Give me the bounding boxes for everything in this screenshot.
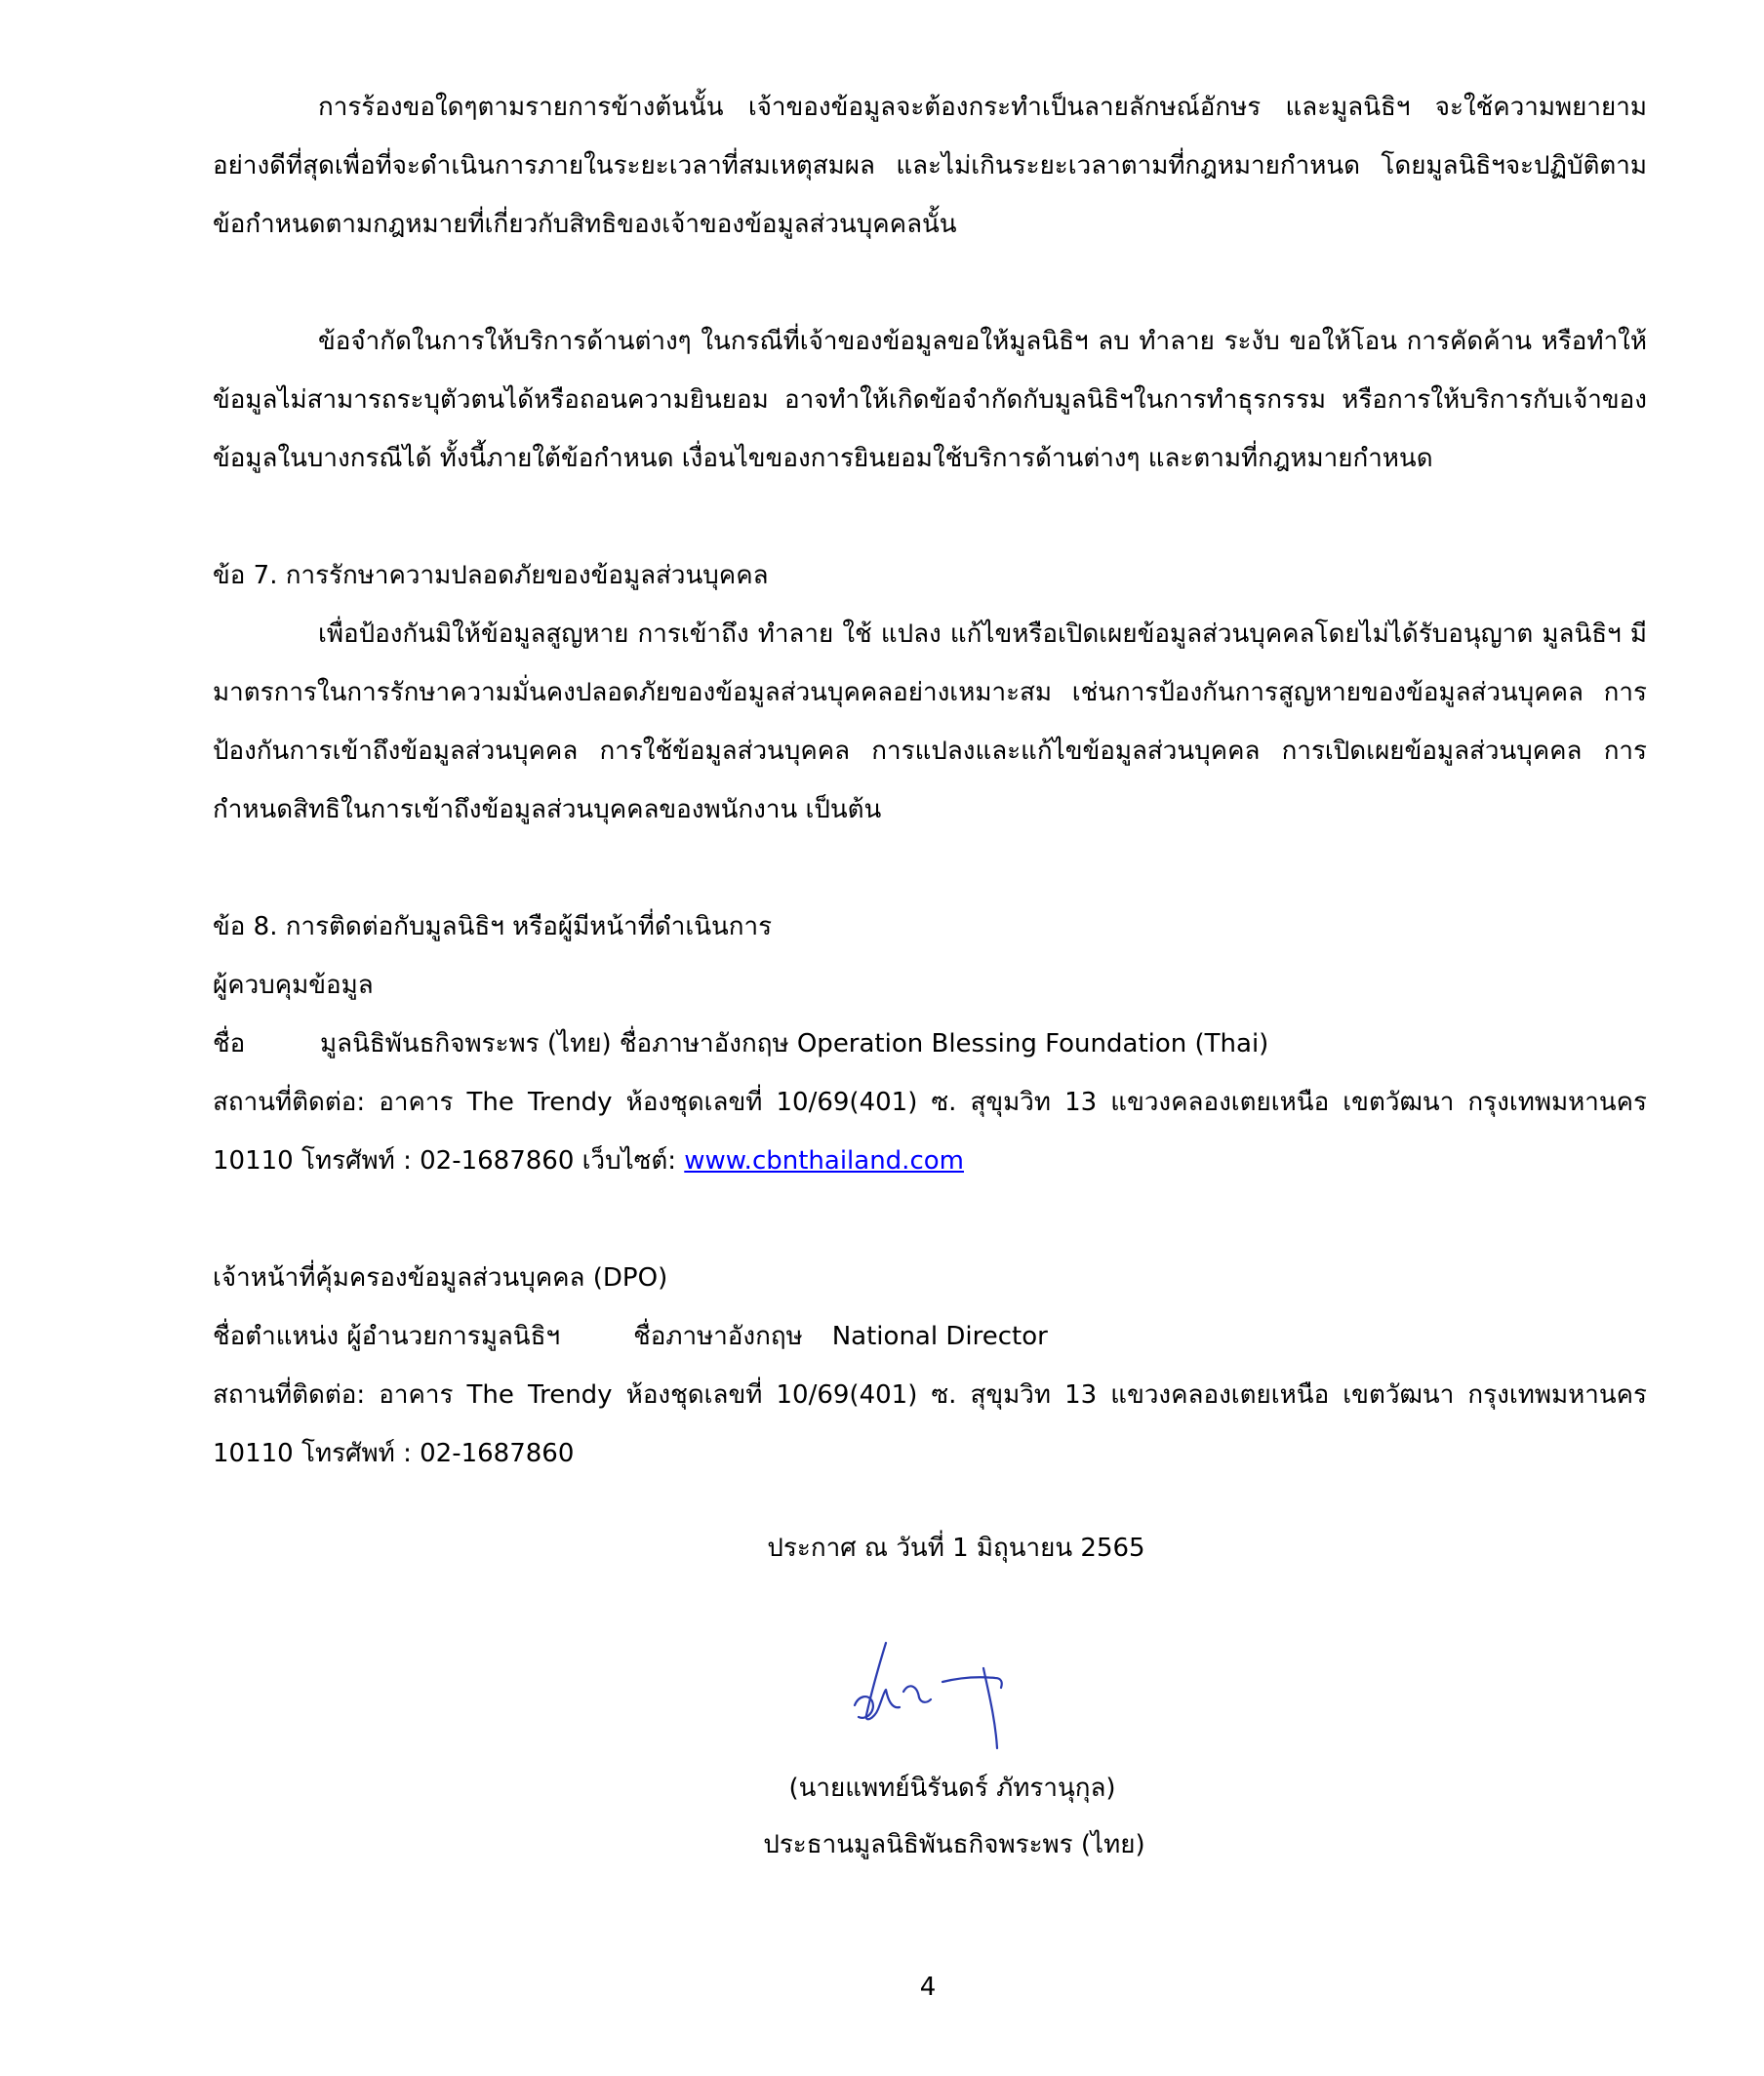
website-link[interactable]: www.cbnthailand.com xyxy=(684,1146,964,1176)
controller-name-row xyxy=(213,1015,1647,1073)
controller-address-line-2 xyxy=(213,1132,1647,1190)
spacer xyxy=(213,839,1647,898)
signer-name: (นายแพทย์นิรันดร์ ภัทรานุกุล) xyxy=(788,1774,1116,1803)
section-8-heading: ข้อ 8. การติดต่อกับมูลนิธิฯ หรือผู้มีหน้าที่ดำเนินการ xyxy=(213,912,773,941)
dpo-address-line-2: 10110 โทรศัพท์ : 02-1687860 xyxy=(213,1439,575,1468)
controller-label: ผู้ควบคุมข้อมูล xyxy=(213,971,374,1000)
spacer xyxy=(213,1190,1647,1249)
dpo-english-value: National Director xyxy=(831,1322,1048,1351)
spacer xyxy=(213,488,1647,546)
document-page xyxy=(213,78,1647,1483)
signer-title: ประธานมูลนิธิพันธกิจพระพร (ไทย) xyxy=(763,1830,1145,1859)
dpo-english-label: ชื่อภาษาอังกฤษ xyxy=(633,1322,803,1351)
controller-phone: 10110 โทรศัพท์ : 02-1687860 เว็บไซต์: xyxy=(213,1146,685,1176)
handwritten-signature xyxy=(849,1639,1044,1756)
controller-name-label: ชื่อ xyxy=(213,1029,246,1058)
announcement-date: ประกาศ ณ วันที่ 1 มิถุนายน 2565 xyxy=(767,1534,1145,1563)
dpo-label: เจ้าหน้าที่คุ้มครองข้อมูลส่วนบุคคล (DPO) xyxy=(213,1263,668,1293)
section-7-heading: ข้อ 7. การรักษาความปลอดภัยของข้อมูลส่วนบุคคล xyxy=(213,561,769,590)
section-7-body: เพื่อป้องกันมิให้ข้อมูลสูญหาย การเข้าถึง ทำลาย ใช้ แปลง แก้ไขหรือเปิดเผยข้อมูลส่วนบุคคลโดยไม่ได้รับอนุญาต มูลนิธิฯ มีมาตรการในการรักษาความมั่นคงปลอดภัยของข้อมูลส่วนบุคคลอย่างเหมาะสม เช่นการป้องกันการสูญหายของข้อมูลส่วนบุคคล การป้องกันการเข้าถึงข้อมูลส่วนบุคคล การใช้ข้อมูลส่วนบุคคล การแปลงและแก้ไขข้อมูลส่วนบุคคล การเปิดเผยข้อมูลส่วนบุคคล การกำหนดสิทธิในการเข้าถึงข้อมูลส่วนบุคคลของพนักงาน เป็นต้น xyxy=(213,619,1647,824)
spacer xyxy=(213,254,1647,312)
dpo-position: ชื่อตำแหน่ง ผู้อำนวยการมูลนิธิฯ xyxy=(213,1322,561,1351)
limitations-paragraph: ข้อจำกัดในการให้บริการด้านต่างๆ ในกรณีที่เจ้าของข้อมูลขอให้มูลนิธิฯ ลบ ทำลาย ระงับ ขอให้โอน การคัดค้าน หรือทำให้ข้อมูลไม่สามารถระบุตัวตนได้หรือถอนความยินยอม อาจทำให้เกิดข้อจำกัดกับมูลนิธิฯในการทำธุรกรรม หรือการให้บริการกับเจ้าของข้อมูลในบางกรณีได้ ทั้งนี้ภายใต้ข้อกำหนด เงื่อนไขของการยินยอมใช้บริการด้านต่างๆ และตามที่กฎหมายกำหนด xyxy=(213,327,1647,473)
page-number: 4 xyxy=(919,1973,937,2002)
dpo-position-row xyxy=(213,1307,1647,1366)
controller-name-value: มูลนิธิพันธกิจพระพร (ไทย) ชื่อภาษาอังกฤษ Operation Blessing Foundation (Thai) xyxy=(320,1029,1269,1058)
controller-address-line-1: สถานที่ติดต่อ: อาคาร The Trendy ห้องชุดเลขที่ 10/69(401) ซ. สุขุมวิท 13 แขวงคลองเตยเหนือ เขตวัฒนา กรุงเทพมหานคร xyxy=(213,1088,1647,1117)
dpo-address-line-1: สถานที่ติดต่อ: อาคาร The Trendy ห้องชุดเลขที่ 10/69(401) ซ. สุขุมวิท 13 แขวงคลองเตยเหนือ เขตวัฒนา กรุงเทพมหานคร xyxy=(213,1380,1647,1410)
request-paragraph: การร้องขอใดๆตามรายการข้างต้นนั้น เจ้าของข้อมูลจะต้องกระทำเป็นลายลักษณ์อักษร และมูลนิธิฯ จะใช้ความพยายามอย่างดีที่สุดเพื่อที่จะดำเนินการภายในระยะเวลาที่สมเหตุสมผล และไม่เกินระยะเวลาตามที่กฎหมายกำหนด โดยมูลนิธิฯจะปฏิบัติตามข้อกำหนดตามกฎหมายที่เกี่ยวกับสิทธิของเจ้าของข้อมูลส่วนบุคคลนั้น xyxy=(213,93,1647,239)
